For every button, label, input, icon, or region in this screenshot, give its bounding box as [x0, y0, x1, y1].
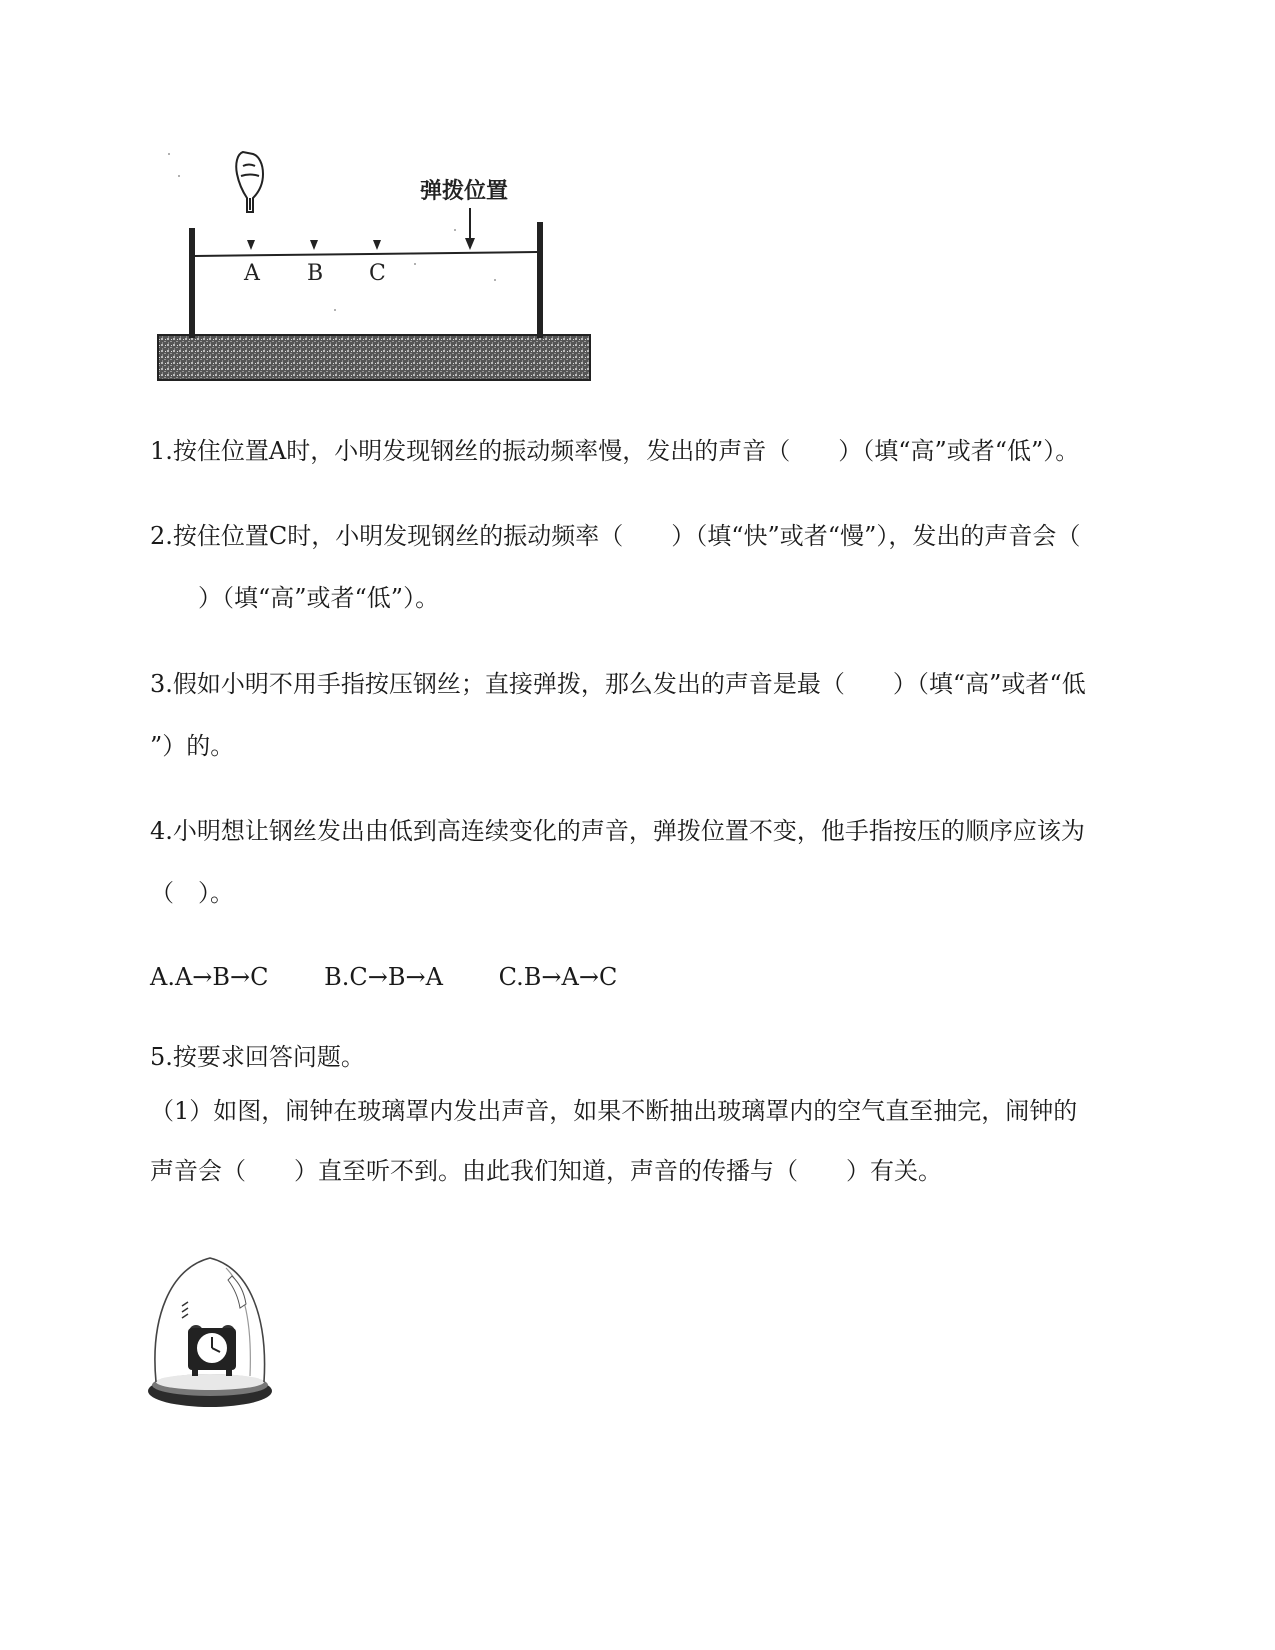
marker-c-label: C — [369, 261, 386, 286]
question-5-part-1-line-1: （1）如图，闹钟在玻璃罩内发出声音，如果不断抽出玻璃罩内的空气直至抽完，闹钟的 — [150, 1097, 1078, 1125]
question-4-line-1: 4.小明想让钢丝发出由低到高连续变化的声音，弹拨位置不变，他手指按压的顺序应该为 — [150, 817, 1085, 845]
option-a[interactable]: A.A→B→C — [150, 963, 269, 991]
base-board — [158, 335, 590, 380]
steel-wire — [195, 252, 537, 256]
question-2-line-1: 2.按住位置C时，小明发现钢丝的振动频率（ ）（填“快”或者“慢”），发出的声音会（ — [150, 522, 1081, 550]
question-2-line-2: ）（填“高”或者“低”）。 — [150, 584, 440, 612]
left-post — [189, 228, 195, 338]
marker-a-label: A — [244, 261, 260, 286]
question-3-line-2: ”）的。 — [150, 732, 235, 760]
steel-wire-figure — [155, 140, 615, 400]
question-5-title: 5.按要求回答问题。 — [150, 1043, 365, 1071]
pluck-position-caption: 弹拨位置 — [420, 178, 509, 204]
right-post — [537, 222, 543, 338]
pluck-arrow-head — [465, 238, 475, 250]
question-1: 1.按住位置A时，小明发现钢丝的振动频率慢，发出的声音（ ）（填“高”或者“低”）。 — [150, 437, 1080, 465]
option-c[interactable]: C.B→A→C — [498, 963, 618, 991]
bell-jar-alarm-clock-figure — [140, 1248, 290, 1423]
option-b[interactable]: B.C→B→A — [324, 963, 443, 991]
marker-b-label: B — [307, 261, 324, 286]
marker-a — [247, 240, 255, 250]
question-3-line-1: 3.假如小明不用手指按压钢丝；直接弹拨，那么发出的声音是最（ ）（填“高”或者“低 — [150, 670, 1086, 698]
question-5-part-1-line-2: 声音会（ ）直至听不到。由此我们知道，声音的传播与（ ）有关。 — [150, 1157, 942, 1185]
question-4-options — [150, 962, 665, 992]
sound-wave-icon — [182, 1302, 188, 1318]
question-4-line-2: （ ）。 — [150, 879, 234, 907]
alarm-clock-icon — [188, 1325, 236, 1376]
marker-b — [310, 240, 318, 250]
marker-c — [373, 240, 381, 250]
pointing-hand-icon — [236, 152, 263, 212]
